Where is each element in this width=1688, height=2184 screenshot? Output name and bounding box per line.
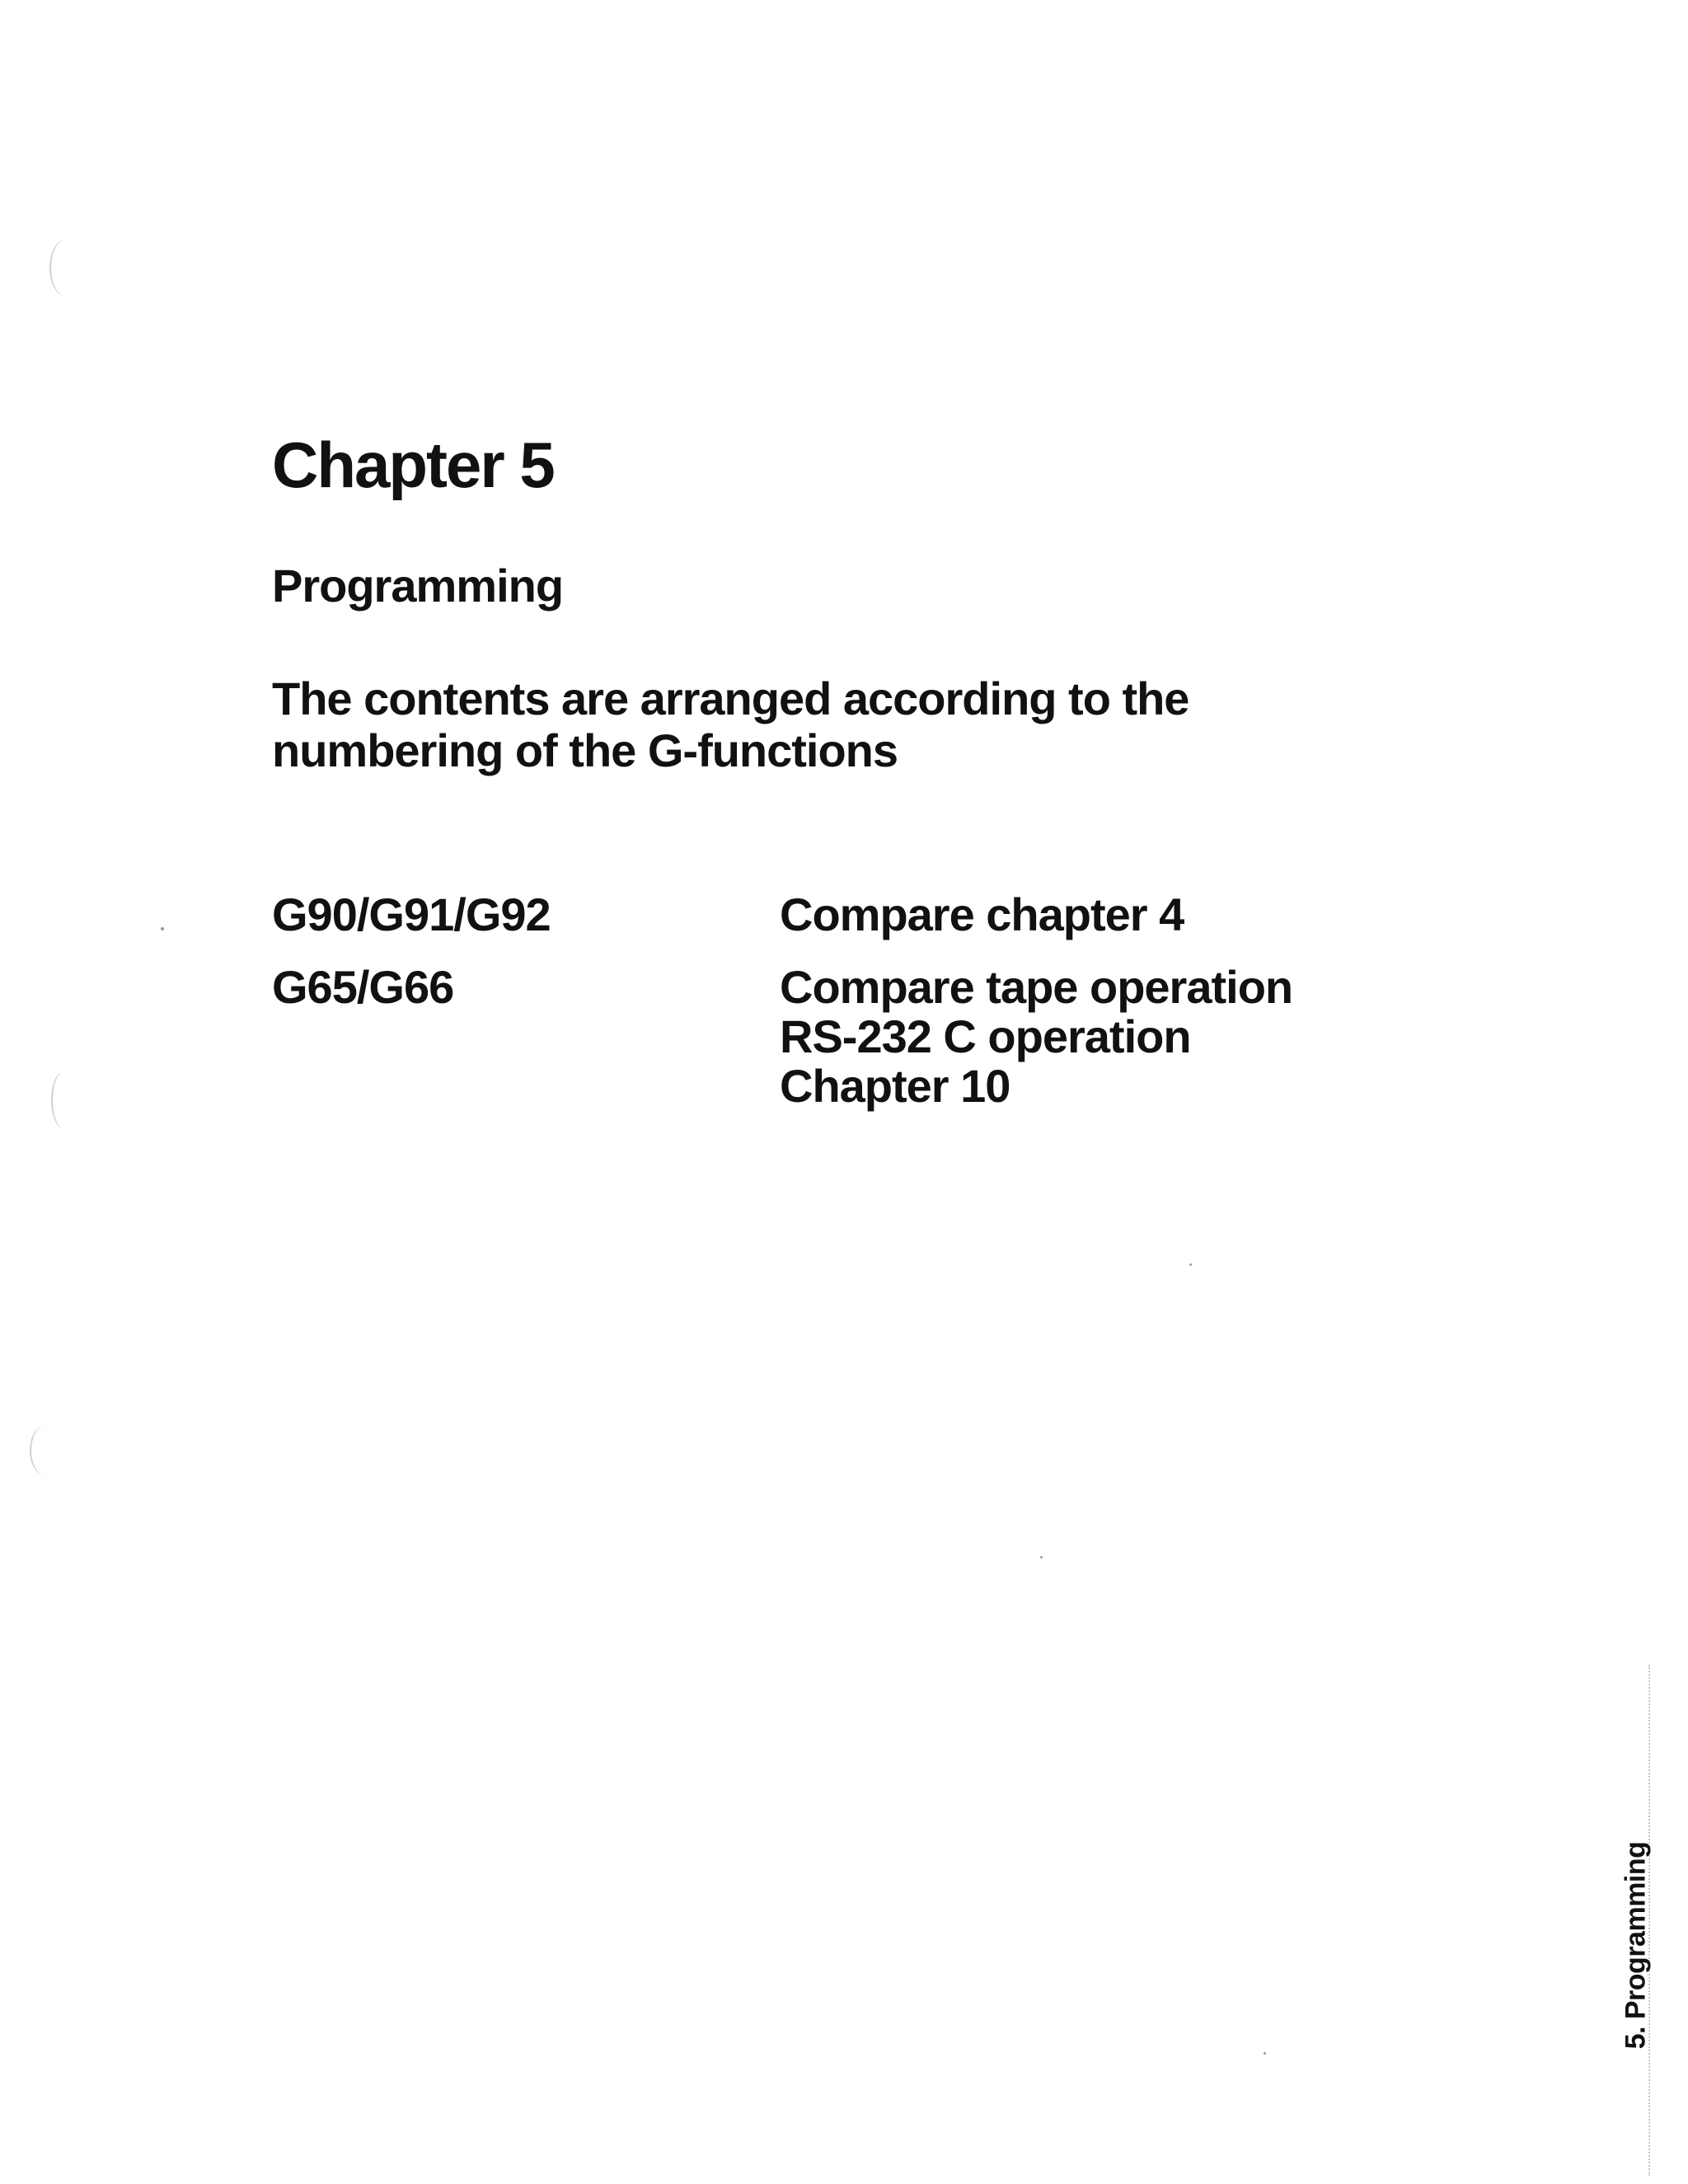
reference-line: Chapter 10 <box>780 1060 1010 1112</box>
scan-artifact <box>51 1071 77 1129</box>
reference-line: Compare tape operation <box>780 961 1293 1013</box>
intro-line: The contents are arranged according to the <box>272 673 1189 724</box>
function-reference <box>780 963 1292 1111</box>
function-row <box>272 890 1508 963</box>
reference-line: Compare chapter 4 <box>780 888 1184 940</box>
scan-speck <box>161 927 164 930</box>
scan-speck <box>1264 2052 1266 2055</box>
reference-line: RS-232 C operation <box>780 1010 1191 1062</box>
side-tab <box>1615 1821 1657 2069</box>
scan-speck <box>1040 1556 1043 1558</box>
function-code: G65/G66 <box>272 961 454 1013</box>
intro-paragraph <box>272 673 1343 776</box>
scan-speck <box>1189 1263 1192 1266</box>
function-code: G90/G91/G92 <box>272 888 551 940</box>
function-reference <box>780 890 1184 940</box>
scan-artifact <box>30 1426 61 1475</box>
scan-artifact <box>49 239 84 297</box>
g-function-table <box>272 888 1508 1112</box>
intro-line: numbering of the G-functions <box>272 724 898 776</box>
chapter-heading: Chapter 5 <box>272 429 554 501</box>
section-heading: Programming <box>272 560 564 612</box>
side-tab-label: 5. Programming <box>1620 1841 1652 2049</box>
